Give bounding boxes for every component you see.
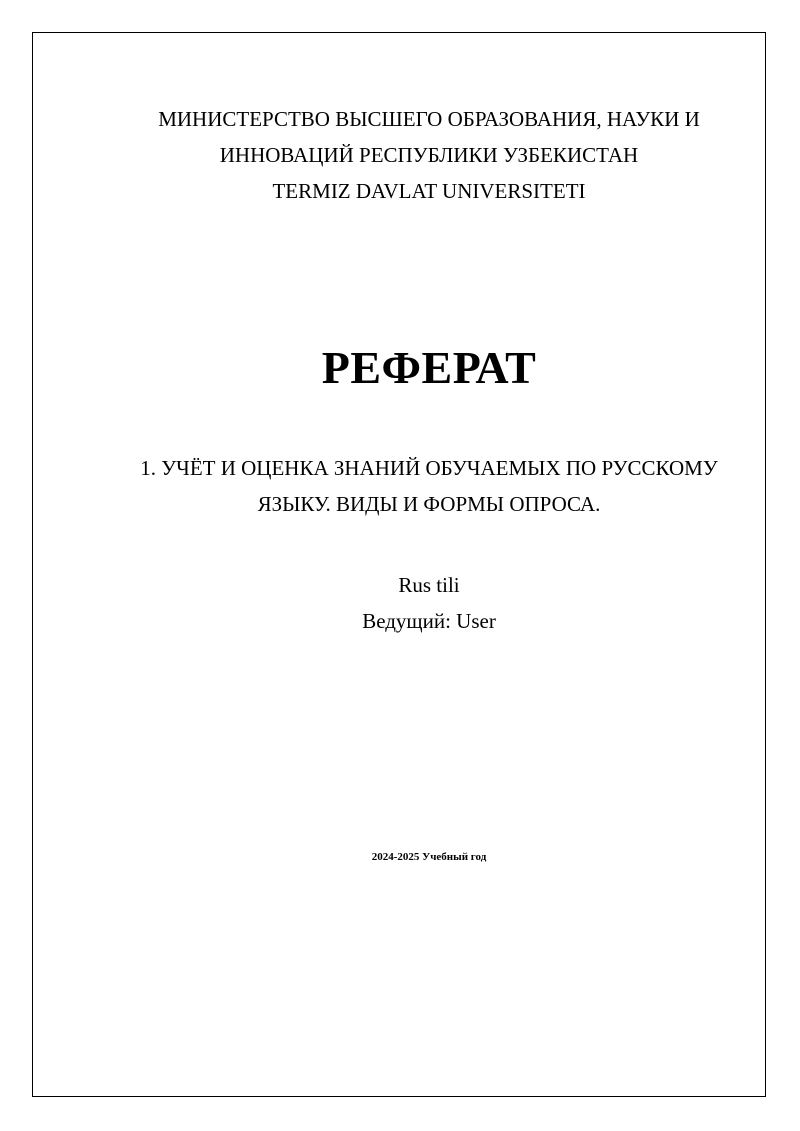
leader-name: Ведущий: User (362, 609, 496, 633)
ministry-line-2: ИННОВАЦИЙ РЕСПУБЛИКИ УЗБЕКИСТАН (219, 143, 639, 167)
university-name: TERMIZ DAVLAT UNIVERSITETI (272, 179, 586, 203)
topic-line-2: ЯЗЫКУ. ВИДЫ И ФОРМЫ ОПРОСА. (257, 492, 601, 516)
topic-heading (100, 450, 758, 522)
document-title: РЕФЕРАТ (321, 342, 537, 393)
academic-year: 2024-2025 Учебный год (371, 851, 487, 863)
ministry-line-1: МИНИСТЕРСТВО ВЫСШЕГО ОБРАЗОВАНИЯ, НАУКИ И (158, 107, 700, 131)
topic-line-1: 1. УЧЁТ И ОЦЕНКА ЗНАНИЙ ОБУЧАЕМЫХ ПО РУССКОМУ (140, 456, 718, 480)
institution-header (100, 101, 758, 209)
subject-name: Rus tili (398, 573, 460, 597)
subject-block (100, 567, 758, 639)
